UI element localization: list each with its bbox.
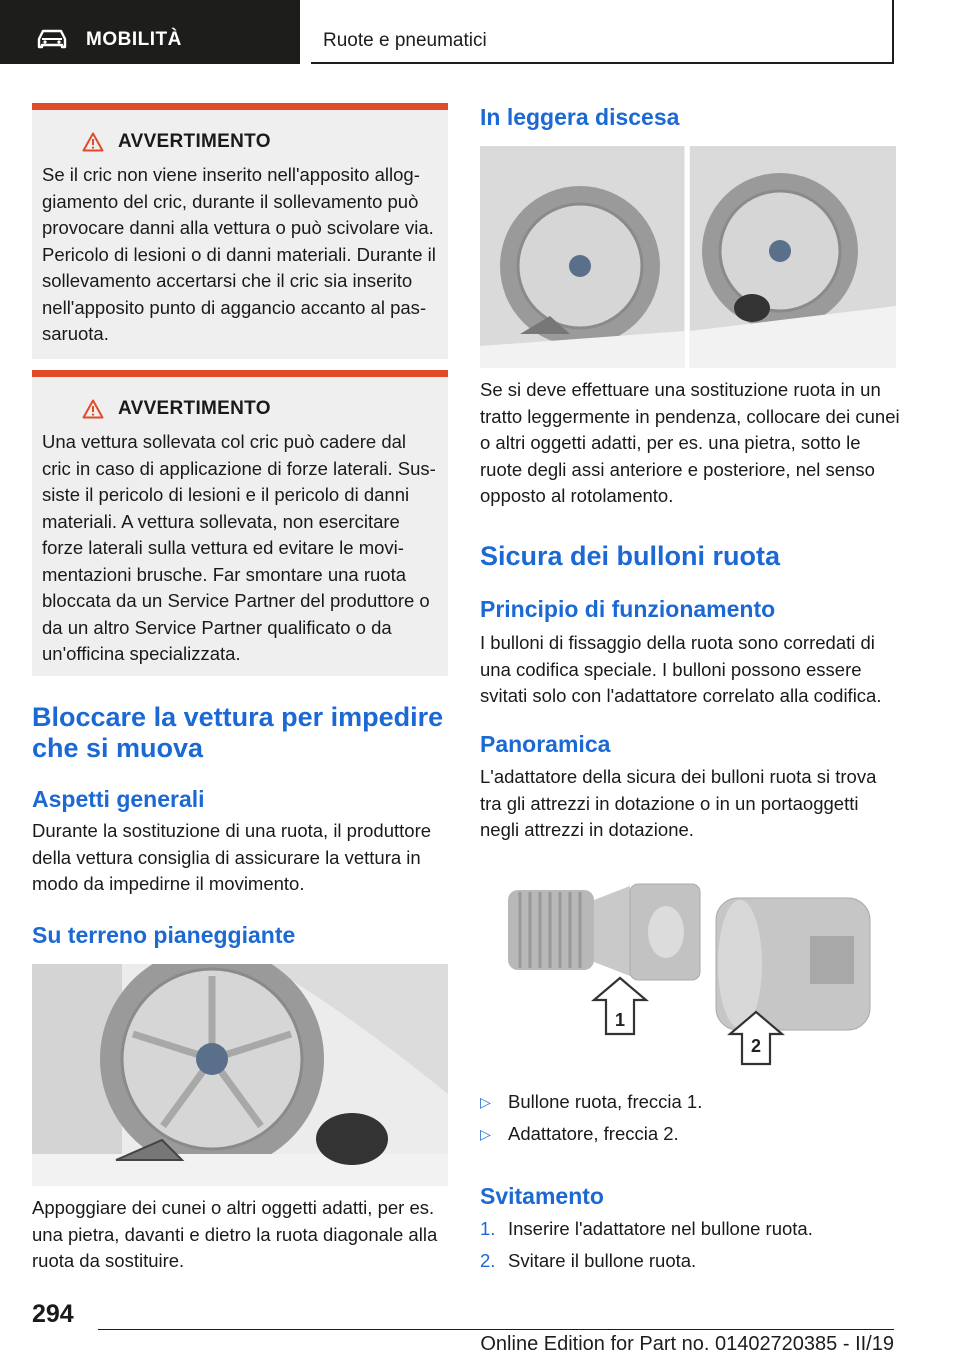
wheel-bolt-adapter-illustration	[480, 866, 896, 1066]
warning-title: AVVERTIMENTO	[118, 131, 271, 152]
subheading-principle: Principio di funzionamento	[480, 596, 776, 622]
warning-text: Se il cric non viene inserito nell'apposito alloggiamento del cric, durante il sollevamento può provocare danni alla vettura o può scivolare via. Pericolo di lesioni o di danni materiali. Durante il sollevamento accertarsi che il cric sia inserito nell'apposito punto di aggancio accanto al passaruota.	[42, 164, 436, 344]
legend-text: Adattatore, freccia 2.	[508, 1123, 679, 1144]
subheading-slight-slope: In leggera discesa	[480, 104, 680, 130]
subheading-unscrewing: Svitamento	[480, 1183, 604, 1209]
legend-text: Bullone ruota, freccia 1.	[508, 1091, 703, 1112]
step-number: 1.	[480, 1218, 496, 1239]
paragraph-slight-slope: Se si deve effettuare una sostituzione ruota in un tratto leggermente in pendenza, collocare dei cunei o altri oggetti adatti, per es. una pietra, sotto le ruote degli assi anteriore e posteriore, nel senso opposto al rotolamento.	[480, 379, 900, 506]
arrow-2-label: 2	[750, 1036, 762, 1056]
warning-box-lateral-forces	[32, 370, 448, 676]
warning-icon	[82, 132, 104, 152]
step-item	[480, 1245, 900, 1277]
steps-list	[480, 1213, 900, 1277]
warning-box-jack-position	[32, 103, 448, 359]
triangle-bullet-icon: ▷	[480, 1125, 491, 1142]
paragraph-principle: I bulloni di fissaggio della ruota sono corredati di una codifica speciale. I bulloni possono essere svitati solo con l'adattatore correlato alla codifica.	[480, 632, 882, 706]
wheel-chock-flat-illustration	[32, 964, 448, 1186]
car-icon	[36, 28, 68, 50]
step-item	[480, 1213, 900, 1245]
subheading-general: Aspetti generali	[32, 786, 205, 812]
legend-item	[480, 1118, 900, 1150]
warning-text: Una vettura sollevata col cric può cadere dal cric in caso di applicazione di forze laterali. Sussiste il pericolo di lesioni e il pericolo di danni materiali. A vettura sollevata, non esercitare forze laterali sulla vettura ed evitare le movimentazioni brusche. Far smontare una ruota bloccata da un Service Partner del produttore o da un altro Service Partner qualificato o da un'officina specializzata.	[42, 431, 436, 664]
triangle-bullet-icon: ▷	[480, 1093, 491, 1110]
footer-divider	[98, 1329, 894, 1330]
step-number: 2.	[480, 1250, 496, 1271]
arrow-1-label: 1	[614, 1010, 626, 1030]
step-text: Inserire l'adattatore nel bullone ruota.	[508, 1218, 813, 1239]
header-divider	[298, 0, 300, 64]
paragraph-overview: L'adattatore della sicura dei bulloni ruota si trova tra gli attrezzi in dotazione o in un portaoggetti negli attrezzi in dotazione.	[480, 766, 877, 840]
paragraph-flat-ground: Appoggiare dei cunei o altri oggetti adatti, per es. una pietra, davanti e dietro la ruota diagonale alla ruota da sostituire.	[32, 1197, 438, 1271]
warning-title: AVVERTIMENTO	[118, 398, 271, 419]
legend-list	[480, 1086, 900, 1150]
subheading-overview: Panoramica	[480, 731, 611, 757]
warning-icon	[82, 399, 104, 419]
legend-item	[480, 1086, 900, 1118]
section-heading-wheel-lock: Sicura dei bulloni ruota	[480, 541, 781, 571]
page-number: 294	[32, 1300, 74, 1328]
section-heading-secure-vehicle: Bloccare la vettura per impedire che si muova	[32, 702, 444, 763]
edition-footer: Online Edition for Part no. 01402720385 - II/19	[480, 1333, 894, 1355]
wheel-chock-slope-illustration	[480, 146, 896, 368]
subheading-flat-ground: Su terreno pianeggiante	[32, 922, 296, 948]
chapter-label: Ruote e pneumatici	[323, 30, 487, 51]
chapter-tab	[311, 0, 894, 64]
section-tab	[0, 0, 298, 64]
paragraph-general: Durante la sostituzione di una ruota, il produttore della vettura consiglia di assicurare la vettura in modo da impedirne il movimento.	[32, 820, 432, 894]
step-text: Svitare il bullone ruota.	[508, 1250, 697, 1271]
section-label: MOBILITÀ	[86, 29, 182, 50]
